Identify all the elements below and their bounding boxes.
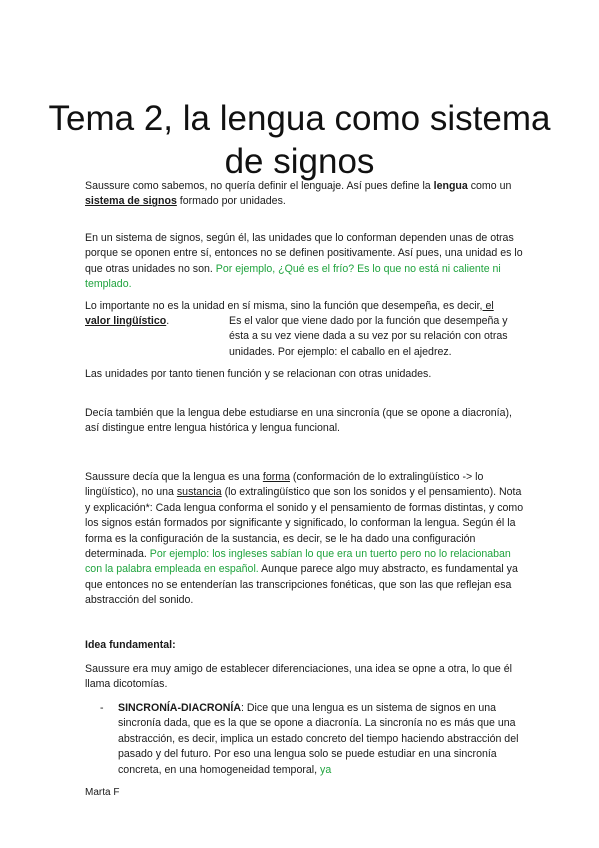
text: En un sistema de signos, según él, las unidades que lo conforman dependen unas de otras porque se oponen entre sí, entonces no se definen positivamente. Así pues, una unidad es lo que otras unidades no son. [85, 232, 523, 275]
text: . [166, 315, 170, 327]
text: (conformación de lo extralingüístico -> lo lingüístico), no una [85, 471, 484, 499]
bullet-item-sincronia-diacronia [118, 701, 522, 778]
paragraph-valor [85, 299, 525, 314]
paragraph-intro [85, 179, 525, 210]
bold-term-valor: valor lingüístico [85, 315, 167, 327]
text: como un [467, 180, 512, 192]
bold-term-sincronia-diacronia: SINCRONÍA-DIACRONÍA [118, 702, 242, 714]
text: Aunque parece algo muy abstracto, es fundamental ya que entonces no se entenderían las transcripciones fonéticas, que son las que reflejan esa abstracción del sonido. [85, 563, 518, 607]
paragraph-sincronia: Decía también que la lengua debe estudiarse en una sincronía (que se opone a diacronía), así distingue entre lengua histórica y lengua funcional. [85, 407, 512, 435]
text: Lo importante no es la unidad en sí misma, sino la función que desempeña, es decir, [85, 300, 483, 312]
text: el [482, 300, 494, 312]
bold-term-sistema: sistema de signos [85, 195, 177, 208]
text: Saussure como sabemos, no quería definir el lenguaje. Así pues define la [85, 180, 434, 192]
term-forma: forma [262, 471, 290, 483]
paragraph-dicotomias: Saussure era muy amigo de establecer diferenciaciones, una idea se opne a otra, lo que él llama dicotomías. [85, 663, 512, 691]
paragraph-unidades: Las unidades por tanto tienen función y se relacionan con otras unidades. [85, 368, 432, 380]
example-text: Por ejemplo, ¿Qué es el frío? Es lo que no está ni caliente ni templado. [85, 262, 501, 291]
valor-linguistico-term [85, 314, 225, 329]
text: Saussure decía que la lengua es una [85, 471, 263, 483]
example-text: Por ejemplo: los ingleses sabían lo que era un tuerto pero no lo relacionaban con la palabra empleada en español. [85, 548, 511, 576]
page-title: Tema 2, la lengua como sistema de signos [48, 99, 551, 182]
footer-author: Marta F [85, 787, 120, 798]
valor-definition: Es el valor que viene dado por la función que desempeña y ésta a su vez viene dada a su vez por su relación con otras unidades. Por ejemplo: el caballo en el ajedrez. [229, 315, 508, 358]
paragraph-forma [85, 470, 525, 609]
section-heading: Idea fundamental: [85, 639, 176, 651]
text: (lo extralingüístico que son los sonidos y el pensamiento). Nota y explicación*: Cada lengua conforma el sonido y el pensamiento de formas distintas, y como los signos están formados por significante y significado, lo conforman la lengua. Según él la forma es la configuración de la sustancia, es decir, se le ha dado una configuración determinada. [85, 486, 524, 561]
paragraph-sistema [85, 231, 525, 293]
text: : Dice que una lengua es un sistema de signos en una sincronía dada, que es la que se opone a diacronía. La sincronía no es más que una abstracción, es decir, implica un estado concreto del tiempo haciendo abstracción del pasado y del futuro. Por eso una lengua solo se puede estudiar en una sincronía concreta, en una homogeneidad temporal, [118, 702, 519, 776]
bold-term-lengua: lengua [433, 180, 468, 192]
example-text: ya [320, 763, 332, 776]
text: formado por unidades. [176, 195, 286, 208]
term-sustancia: sustancia [176, 486, 222, 499]
bullet-marker: - [100, 702, 104, 714]
